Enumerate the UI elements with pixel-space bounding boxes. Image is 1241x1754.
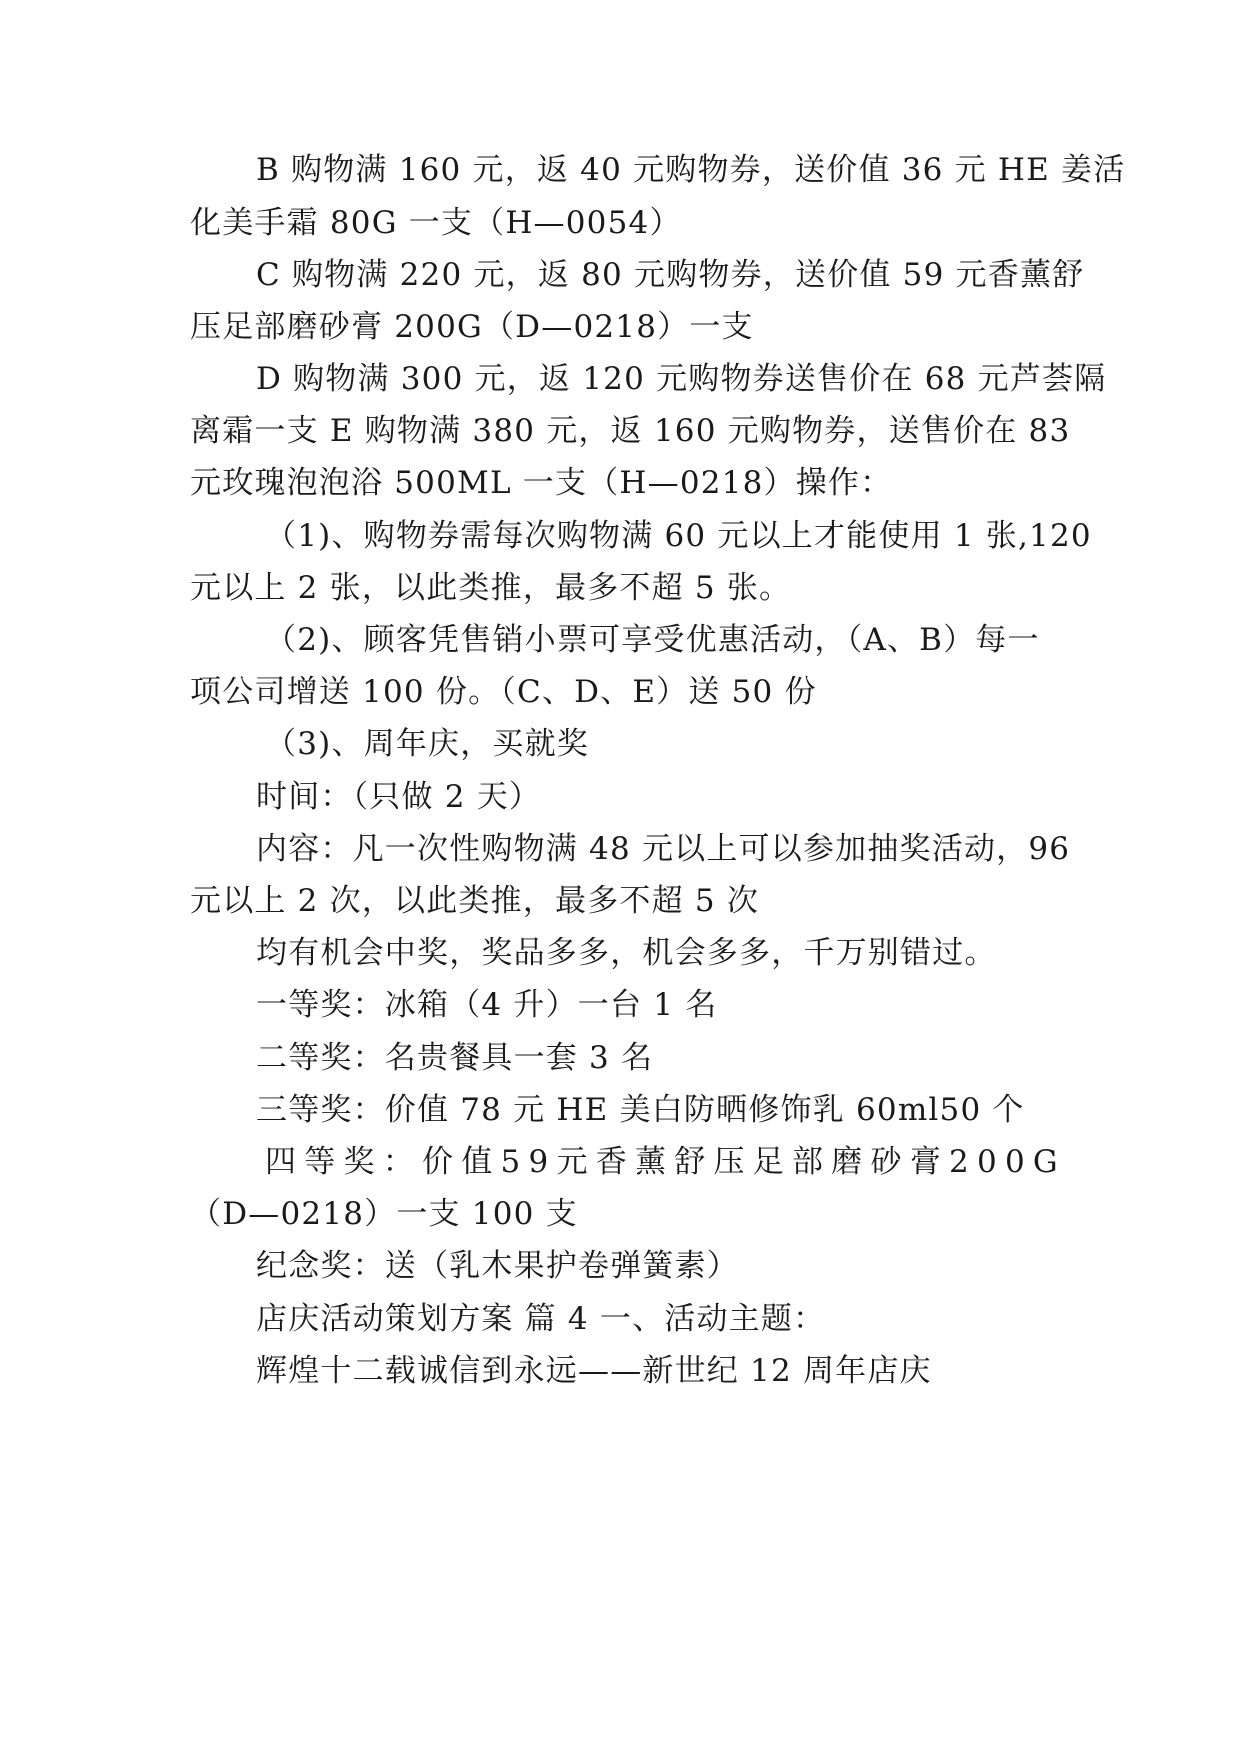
justified-char: 膏 bbox=[909, 1144, 942, 1180]
justified-char: 砂 bbox=[870, 1144, 903, 1180]
text-line: 元以上 2 次，以此类推，最多不超 5 次 bbox=[190, 883, 760, 919]
text-line: 三等奖：价值 78 元 HE 美白防晒修饰乳 60ml50 个 bbox=[256, 1092, 1025, 1128]
justified-char: 0 bbox=[1004, 1144, 1026, 1180]
justified-char: 等 bbox=[304, 1144, 337, 1180]
text-line: 元玫瑰泡泡浴 500ML 一支（H—0218）操作： bbox=[190, 465, 893, 501]
justified-char: 磨 bbox=[831, 1144, 864, 1180]
text-line: 时间：（只做 2 天） bbox=[256, 779, 542, 815]
justified-char: 9 bbox=[528, 1144, 550, 1180]
text-line: B 购物满 160 元，返 40 元购物券，送价值 36 元 HE 姜活 bbox=[256, 152, 1126, 188]
text-line: （3)、周年庆，买就奖 bbox=[265, 726, 590, 762]
justified-char: 香 bbox=[595, 1144, 628, 1180]
text-line: 化美手霜 80G 一支（H—0054） bbox=[190, 205, 682, 241]
justified-char: 部 bbox=[791, 1144, 825, 1180]
justified-char: 压 bbox=[713, 1144, 746, 1180]
text-line: 离霜一支 E 购物满 380 元，返 160 元购物券，送售价在 83 bbox=[190, 413, 1071, 449]
text-line: 均有机会中奖，奖品多多，机会多多，千万别错过。 bbox=[256, 935, 997, 971]
text-line: 项公司增送 100 份。（C、D、E）送 50 份 bbox=[190, 674, 817, 710]
text-line: 内容：凡一次性购物满 48 元以上可以参加抽奖活动，96 bbox=[256, 831, 1071, 867]
justified-char: 足 bbox=[752, 1144, 785, 1180]
text-line: 一等奖：冰箱（4 升）一台 1 名 bbox=[256, 987, 718, 1023]
text-line: 二等奖：名贵餐具一套 3 名 bbox=[256, 1040, 654, 1076]
text-line: 压足部磨砂膏 200G（D—0218）一支 bbox=[190, 309, 754, 345]
text-line: 辉煌十二载诚信到永远——新世纪 12 周年店庆 bbox=[256, 1353, 932, 1389]
text-line: D 购物满 300 元，返 120 元购物券送售价在 68 元芦荟隔 bbox=[256, 361, 1107, 397]
justified-char: 舒 bbox=[674, 1144, 707, 1180]
justified-char: 元 bbox=[556, 1144, 589, 1180]
text-line: （1)、购物券需每次购物满 60 元以上才能使用 1 张,120 bbox=[265, 518, 1092, 554]
justified-char: 价 bbox=[422, 1144, 455, 1180]
justified-char: 2 bbox=[948, 1144, 970, 1180]
justified-char: 5 bbox=[500, 1144, 522, 1180]
justified-char: 四 bbox=[265, 1144, 298, 1180]
text-line-justified bbox=[265, 1142, 1059, 1182]
justified-char: ： bbox=[382, 1144, 415, 1180]
text-line: 纪念奖：送（乳木果护卷弹簧素） bbox=[256, 1248, 739, 1284]
text-line: （2)、顾客凭售销小票可享受优惠活动，（A、B）每一 bbox=[265, 622, 1040, 658]
text-line: （D—0218）一支 100 支 bbox=[190, 1196, 578, 1232]
justified-char: 薰 bbox=[634, 1144, 668, 1180]
justified-char: 奖 bbox=[343, 1144, 376, 1180]
justified-char: 0 bbox=[976, 1144, 998, 1180]
text-line: 元以上 2 张，以此类推，最多不超 5 张。 bbox=[190, 570, 792, 606]
justified-char: G bbox=[1032, 1144, 1059, 1180]
justified-char: 值 bbox=[461, 1144, 494, 1180]
text-line: C 购物满 220 元，返 80 元购物券，送价值 59 元香薰舒 bbox=[256, 257, 1085, 293]
text-line: 店庆活动策划方案 篇 4 一、活动主题： bbox=[256, 1301, 826, 1337]
